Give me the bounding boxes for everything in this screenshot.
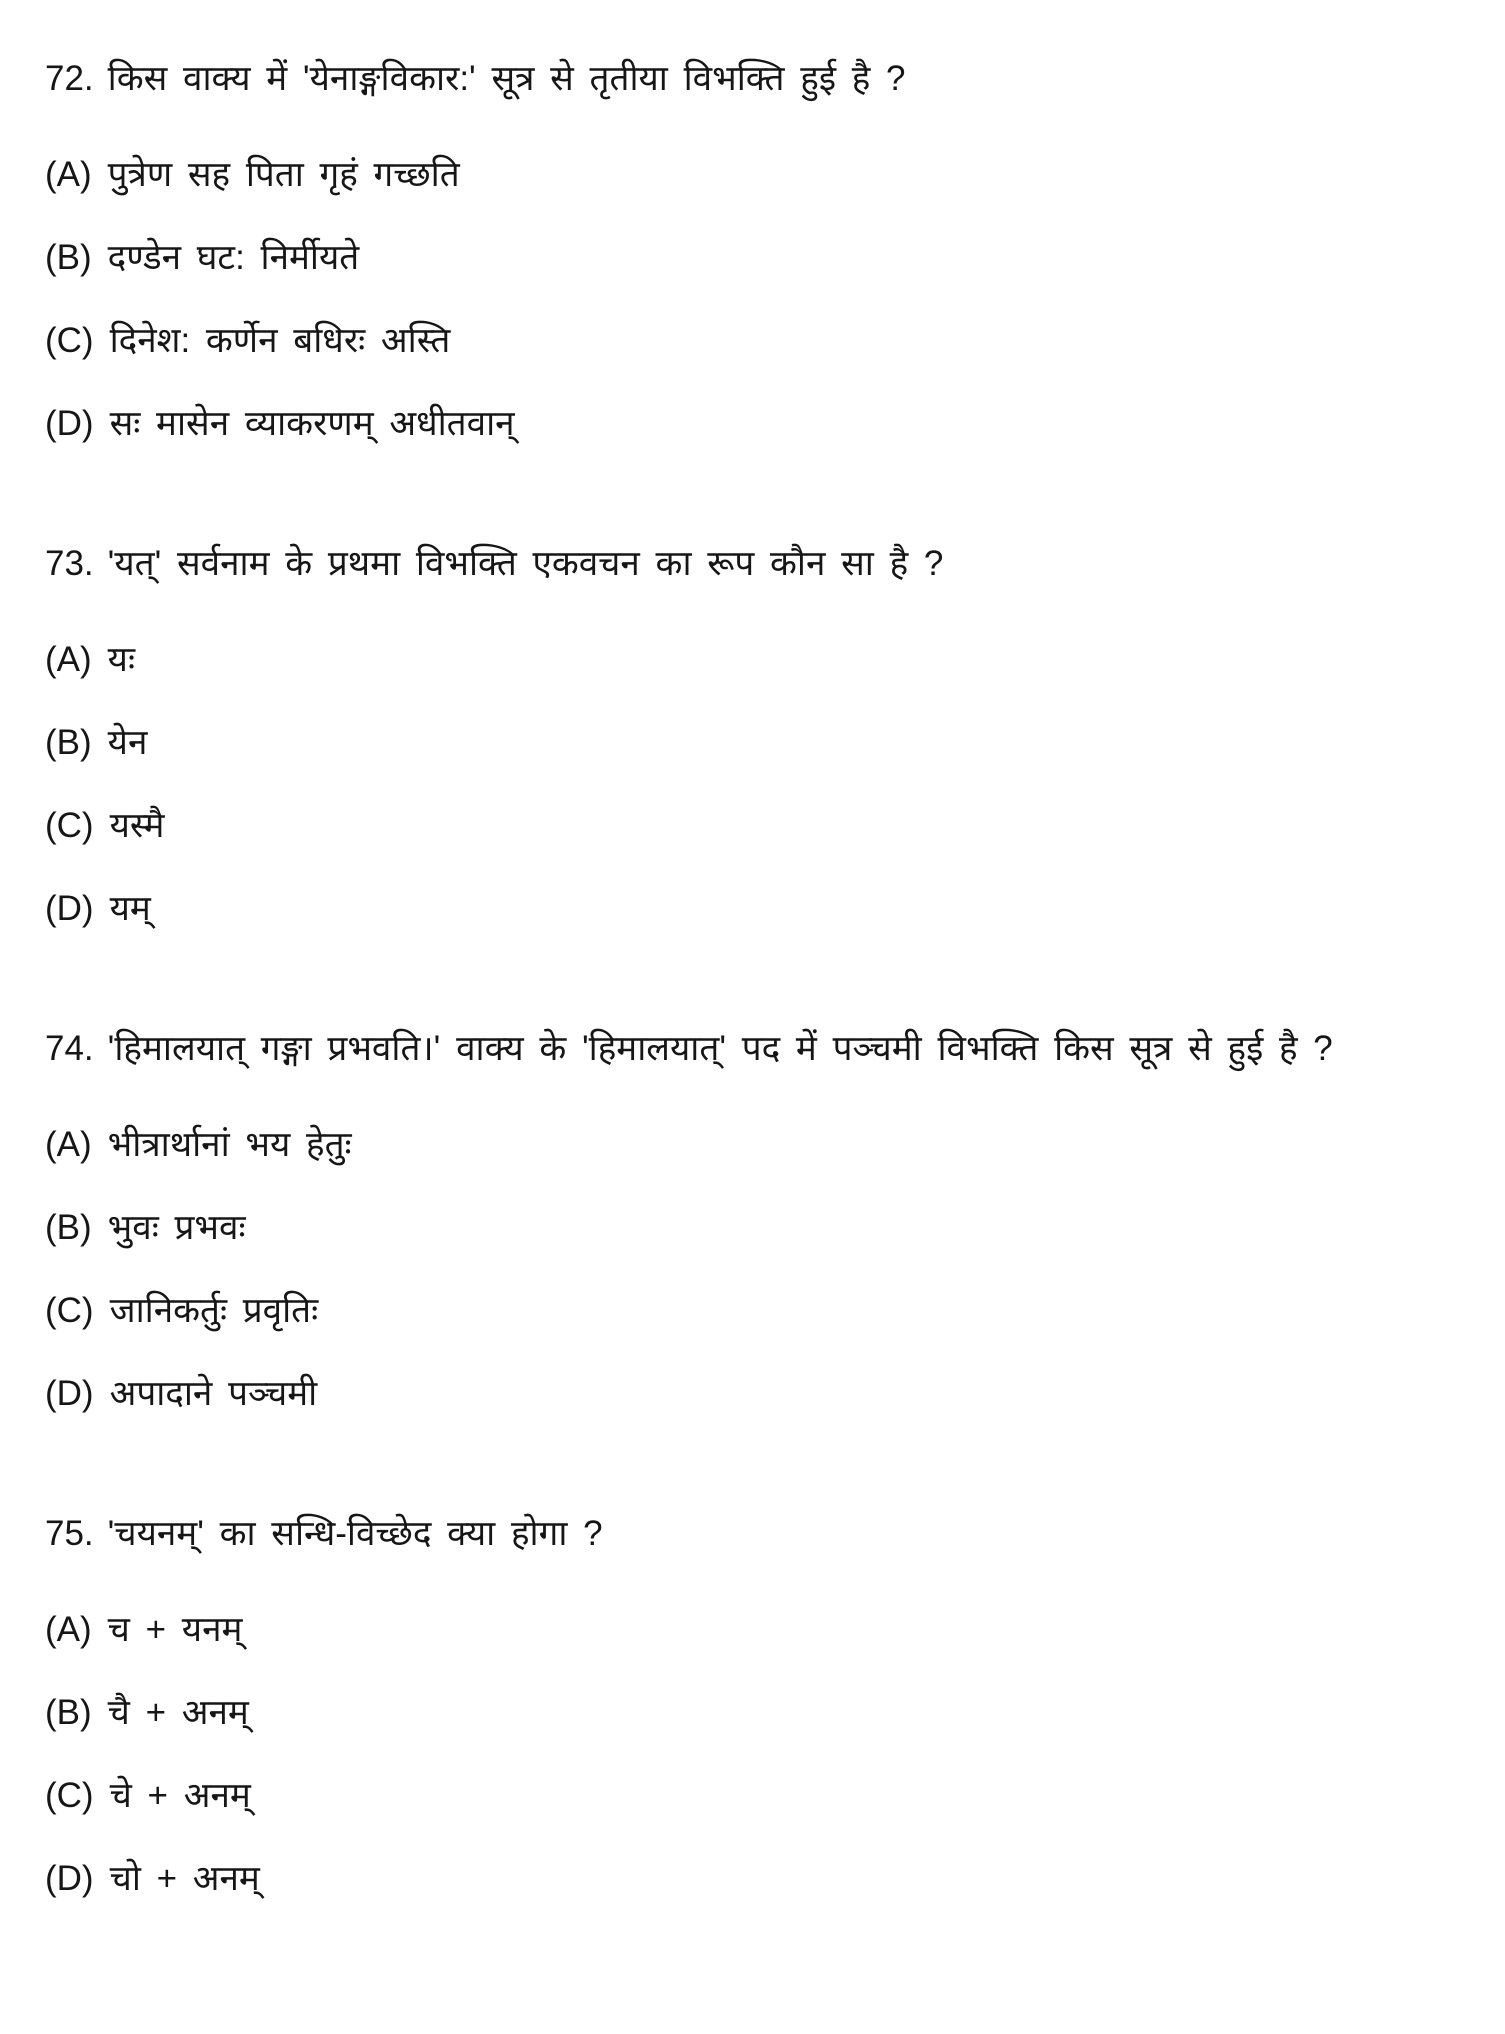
option-74-b (45, 1189, 1460, 1267)
option-label: (C) (45, 1291, 94, 1330)
option-label: (B) (45, 238, 92, 277)
question-line (45, 40, 1460, 118)
option-text: चै + अनम् (107, 1693, 249, 1732)
option-74-c (45, 1272, 1460, 1350)
question-text: किस वाक्य में 'येनाङ्गविकार:' सूत्र से तृतीया विभक्ति हुई है ? (107, 59, 906, 98)
option-75-a (45, 1591, 1460, 1669)
option-text: येन (107, 723, 148, 762)
option-label: (D) (45, 1859, 94, 1898)
question-72 (45, 40, 1460, 463)
option-label: (B) (45, 1208, 92, 1247)
question-number: 72. (45, 59, 94, 98)
option-73-b (45, 704, 1460, 782)
option-73-c (45, 787, 1460, 865)
option-75-d (45, 1840, 1460, 1918)
option-text: यस्मै (109, 806, 165, 845)
option-72-d (45, 385, 1460, 463)
question-text: 'यत्' सर्वनाम के प्रथमा विभक्ति एकवचन का रूप कौन सा है ? (107, 544, 944, 583)
option-72-c (45, 302, 1460, 380)
option-73-d (45, 870, 1460, 948)
option-label: (A) (45, 155, 92, 194)
question-75 (45, 1495, 1460, 1918)
option-text: सः मासेन व्याकरणम् अधीतवान् (109, 404, 515, 443)
option-label: (D) (45, 1374, 94, 1413)
option-label: (D) (45, 889, 94, 928)
option-74-a (45, 1106, 1460, 1184)
option-text: यम् (109, 889, 151, 928)
option-text: चे + अनम् (109, 1776, 251, 1815)
option-label: (C) (45, 806, 94, 845)
option-label: (A) (45, 1610, 92, 1649)
option-text: दिनेश: कर्णेन बधिरः अस्ति (109, 321, 451, 360)
option-text: यः (107, 640, 136, 679)
option-label: (C) (45, 1776, 94, 1815)
option-label: (D) (45, 404, 94, 443)
option-label: (C) (45, 321, 94, 360)
question-number: 73. (45, 544, 94, 583)
question-line (45, 1495, 1460, 1573)
question-number: 74. (45, 1029, 94, 1068)
option-label: (B) (45, 723, 92, 762)
option-label: (A) (45, 1125, 92, 1164)
option-text: भीत्रार्थानां भय हेतुः (107, 1125, 352, 1164)
option-72-b (45, 219, 1460, 297)
option-text: च + यनम् (107, 1610, 243, 1649)
option-text: अपादाने पञ्चमी (109, 1374, 318, 1413)
question-line (45, 1010, 1460, 1088)
question-73 (45, 525, 1460, 948)
option-label: (B) (45, 1693, 92, 1732)
option-text: चो + अनम् (109, 1859, 260, 1898)
option-75-c (45, 1757, 1460, 1835)
option-label: (A) (45, 640, 92, 679)
question-74 (45, 1010, 1460, 1433)
question-number: 75. (45, 1514, 94, 1553)
option-72-a (45, 136, 1460, 214)
option-73-a (45, 621, 1460, 699)
question-line (45, 525, 1460, 603)
option-text: भुवः प्रभवः (107, 1208, 246, 1247)
option-text: दण्डेन घट: निर्मीयते (107, 238, 360, 277)
question-text: 'हिमालयात् गङ्गा प्रभवति।' वाक्य के 'हिमालयात्' पद में पञ्चमी विभक्ति किस सूत्र से हुई है ? (107, 1029, 1333, 1068)
option-text: जानिकर्तुः प्रवृतिः (109, 1291, 319, 1330)
option-75-b (45, 1674, 1460, 1752)
option-74-d (45, 1355, 1460, 1433)
option-text: पुत्रेण सह पिता गृहं गच्छति (107, 155, 460, 194)
question-text: 'चयनम्' का सन्धि-विच्छेद क्या होगा ? (107, 1514, 603, 1553)
